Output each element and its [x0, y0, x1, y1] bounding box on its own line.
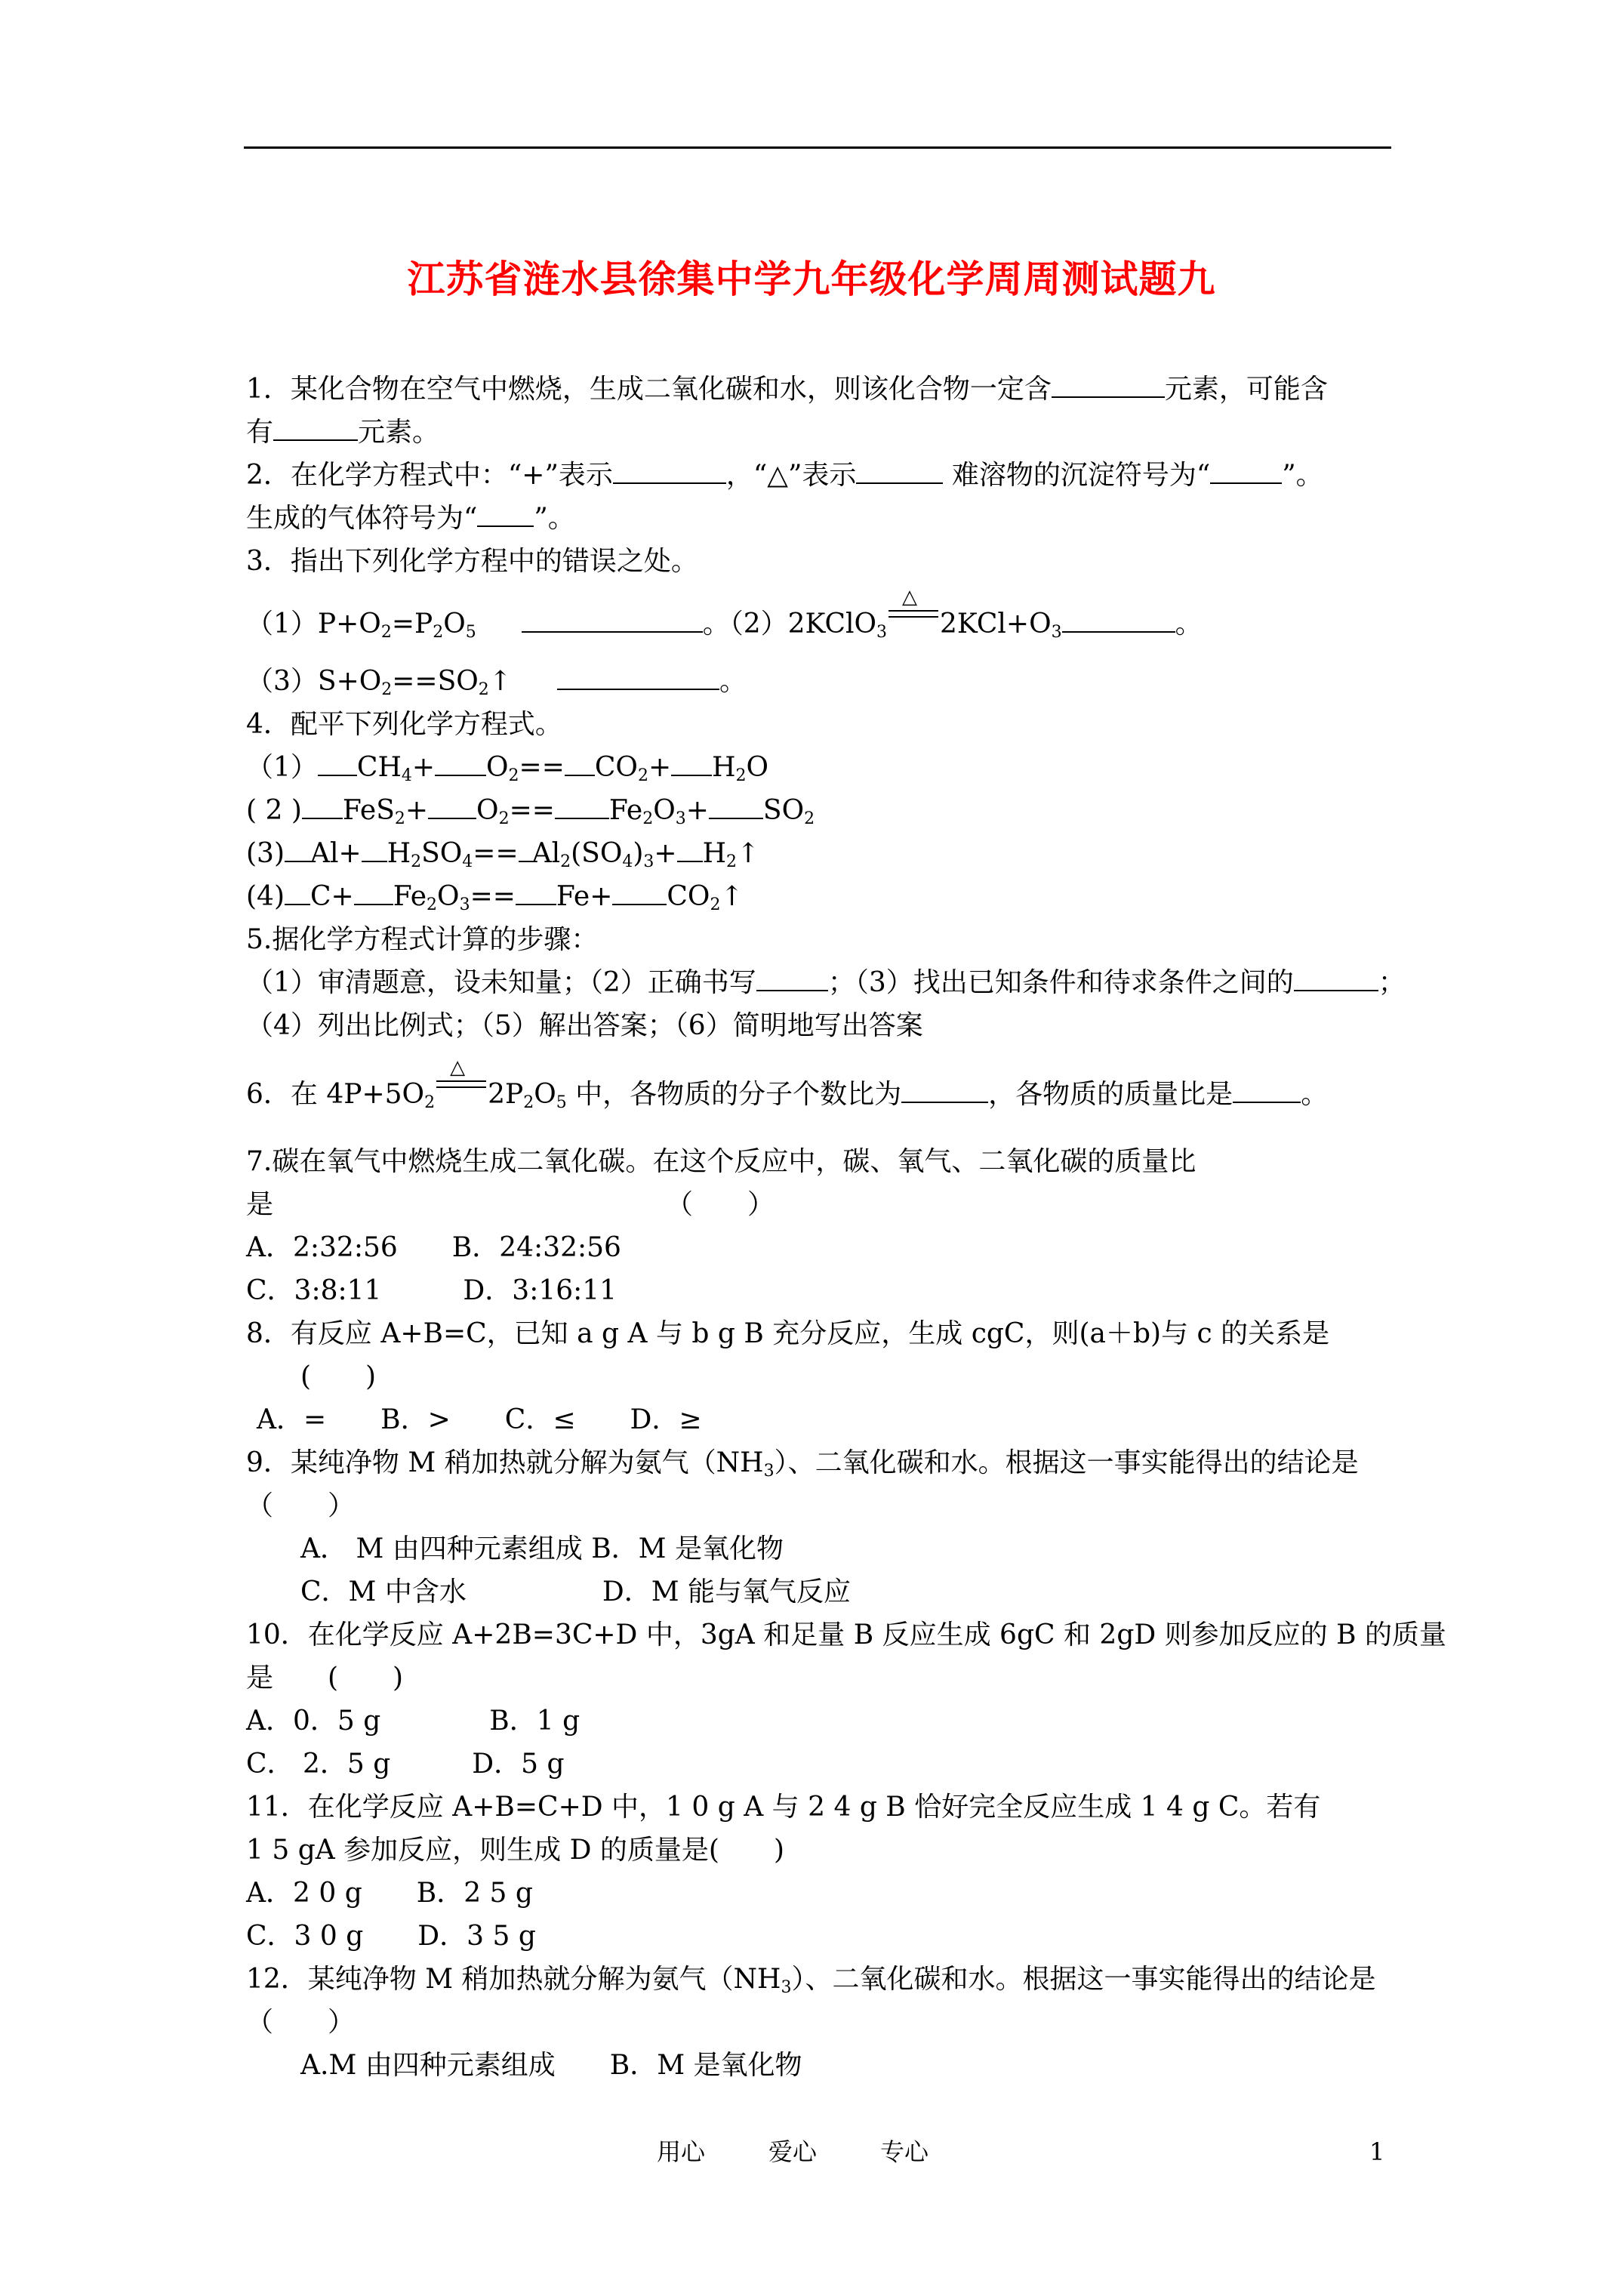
q2-blank4[interactable]	[477, 501, 534, 527]
q4-e2-blank2[interactable]	[428, 794, 476, 819]
page-title: 江苏省涟水县徐集中学九年级化学周周测试题九	[407, 257, 1216, 301]
q12-line1	[246, 1962, 1375, 1998]
q2-line2	[246, 501, 575, 537]
q4-e1-o: O	[486, 752, 509, 783]
sub: 2	[411, 852, 422, 871]
q4-e3-al: Al+	[310, 838, 362, 869]
q3-i1-o: O	[443, 609, 466, 639]
q4-e2-blank4[interactable]	[709, 794, 763, 819]
q4-eq1	[246, 750, 768, 786]
q4-e4-co: CO	[667, 881, 710, 912]
q1-text-a: 1．某化合物在空气中燃烧，生成二氧化碳和水，则该化合物一定含	[246, 374, 1052, 405]
q4-e1-h: H	[712, 752, 736, 783]
q3-blank2[interactable]	[1062, 607, 1175, 633]
q4-e3-h: H	[387, 838, 411, 869]
sub: 2	[642, 809, 654, 828]
q8-line1: 8．有反应 A+B=C，已知 a g A 与 b g B 充分反应，生成 cgC，则(a＋b)与 c 的关系是	[246, 1318, 1330, 1349]
q4-e2-eq: ==	[509, 795, 555, 826]
sub: 2	[427, 895, 438, 914]
q1-blank1[interactable]	[1052, 372, 1165, 398]
q5-blank1[interactable]	[756, 966, 828, 991]
q4-e2-blank1[interactable]	[302, 794, 343, 819]
q2-text-c: 难溶物的沉淀符号为“	[943, 460, 1211, 491]
q5-stem: 5.据化学方程式计算的步骤：	[246, 924, 599, 955]
sub: 3	[459, 895, 470, 914]
q11-line1: 11．在化学反应 A+B=C+D 中，1 0 g A 与 2 4 g B 恰好完全反应生成 1 4 g C。若有	[246, 1792, 1321, 1823]
q6-text-b: 2P	[488, 1079, 524, 1110]
q4-e1-blank1[interactable]	[318, 750, 357, 776]
q6-text-f: 。	[1301, 1079, 1329, 1110]
q2-text-b: ，“△”表示	[725, 460, 857, 491]
q3-item3	[246, 664, 747, 700]
q4-stem: 4．配平下列化学方程式。	[246, 709, 562, 740]
q6-text-d: 中，各物质的分子个数比为	[566, 1079, 902, 1110]
q4-e1-blank4[interactable]	[671, 750, 712, 776]
sub: 2	[725, 852, 737, 871]
q4-e2-so: SO	[762, 795, 805, 826]
q4-e3-label: (3)	[246, 838, 285, 869]
q9-text-b: ）、二氧化碳和水。根据这一事实能得出的结论是	[774, 1447, 1359, 1478]
q7-answer-paren[interactable]: （ ）	[666, 1189, 775, 1220]
q3-i3-tail: 。	[719, 666, 747, 697]
q4-e3-so: SO	[421, 838, 463, 869]
sub: 4	[622, 852, 633, 871]
sub: 5	[556, 1093, 567, 1112]
q3-i1-tail: 。	[1175, 609, 1203, 639]
sub: 3	[763, 1462, 775, 1481]
q6-text-c: O	[534, 1079, 556, 1110]
q3-i1-pre: （1）P+O	[246, 609, 381, 639]
q5-text-b: ；（3）找出已知条件和待求条件之间的	[827, 967, 1294, 998]
sub: 2	[498, 809, 510, 828]
q2-blank3[interactable]	[1210, 458, 1282, 484]
sub: 2	[380, 623, 392, 642]
q4-e2-label: ( 2 )	[246, 795, 302, 826]
q5-line2: （4）列出比例式；（5）解出答案；（6）简明地写出答案	[246, 1010, 923, 1041]
q2-blank1[interactable]	[613, 458, 726, 484]
sub: 2	[508, 766, 519, 785]
q7-text-shi: 是	[246, 1189, 274, 1220]
q7-options-ab: A．2:32:56 B．24:32:56	[246, 1232, 621, 1263]
q2-blank2[interactable]	[856, 458, 943, 484]
q9-line1	[246, 1445, 1359, 1481]
q4-e2-fe: Fe	[608, 795, 643, 826]
sub: 4	[462, 852, 473, 871]
q4-e4-blank3[interactable]	[516, 880, 556, 905]
sub: 2	[424, 1093, 436, 1112]
q5-line1	[246, 965, 1406, 1001]
q10-options-cd: C． 2．5 g D．5 g	[246, 1749, 565, 1780]
q4-eq3	[246, 836, 759, 872]
q3-blank1[interactable]	[522, 607, 703, 633]
q4-e3-so2: (SO	[571, 838, 623, 869]
sub: 3	[643, 852, 654, 871]
heat-equals-sign: △	[435, 1076, 488, 1103]
q4-e2-o: O	[476, 795, 499, 826]
q2-line1	[246, 458, 1323, 494]
q12-text-a: 12．某纯净物 M 稍加热就分解为氨气（NH	[246, 1964, 781, 1995]
q4-e3-eq: ==	[473, 838, 519, 869]
q6-text-e: ，各物质的质量比是	[988, 1079, 1233, 1110]
q5-blank2[interactable]	[1294, 966, 1378, 991]
q6-blank2[interactable]	[1233, 1077, 1301, 1103]
q1-line1	[246, 371, 1328, 408]
q3-i1-rhs: 2KCl+O	[940, 609, 1052, 639]
sub: 2	[394, 809, 405, 828]
q12-text-b: ）、二氧化碳和水。根据这一事实能得出的结论是	[791, 1964, 1376, 1995]
q2-text-e: 生成的气体符号为“	[246, 503, 478, 534]
q3-i3-mid: ==SO	[392, 666, 479, 697]
footer-motto-3: 专心	[880, 2137, 929, 2166]
q7-options-cd: C．3:8:11 D．3:16:11	[246, 1275, 617, 1306]
q7-line1: 7.碳在氧气中燃烧生成二氧化碳。在这个反应中，碳、氧气、二氧化碳的质量比	[246, 1146, 1196, 1177]
q4-e3-h2: H	[702, 838, 726, 869]
q4-e1-ho: O	[746, 752, 769, 783]
q1-text-b: 元素，可能含	[1164, 374, 1328, 405]
sub: 2	[710, 895, 721, 914]
sub: 2	[523, 1093, 534, 1112]
sub: 2	[735, 766, 747, 785]
q9-answer-paren[interactable]: （ ）	[246, 1490, 356, 1521]
q4-e2-plus2: +	[685, 795, 709, 826]
header-rule	[244, 146, 1391, 149]
sub: 2	[637, 766, 648, 785]
q4-e4-blank1[interactable]	[285, 880, 310, 905]
q3-i3-pre: （3）S+O	[246, 666, 382, 697]
q7-line2	[246, 1187, 775, 1223]
q3-stem: 3．指出下列化学方程中的错误之处。	[246, 546, 698, 577]
up-arrow-icon: ↑	[488, 666, 512, 697]
q12-options-ab: A.M 由四种元素组成 B．M 是氧化物	[300, 2050, 802, 2081]
sub: 2	[478, 680, 489, 699]
sub: 3	[1051, 623, 1062, 642]
q4-e2-blank3[interactable]	[555, 794, 609, 819]
q11-options-cd: C．3 0 g D．3 5 g	[246, 1921, 536, 1952]
q3-i1-mid: =P	[391, 609, 433, 639]
q4-e1-plus2: +	[648, 752, 672, 783]
q4-e2-fo: O	[653, 795, 676, 826]
sub: 5	[465, 623, 476, 642]
q4-e1-eq: ==	[519, 752, 565, 783]
q4-e1-plus: +	[411, 752, 436, 783]
q4-e3-blank1[interactable]	[285, 837, 310, 862]
footer-motto-2: 爱心	[768, 2137, 818, 2166]
q4-e3-plus: +	[654, 838, 677, 869]
q2-text-f: ”。	[534, 503, 575, 534]
q4-e3-blank4[interactable]	[677, 837, 703, 862]
q4-e3-blank2[interactable]	[362, 837, 387, 862]
q6-line	[246, 1056, 1329, 1113]
q12-answer-paren[interactable]: （ ）	[246, 2007, 356, 2038]
q4-e1-blank3[interactable]	[565, 750, 595, 776]
sub: 2	[560, 852, 571, 871]
q4-e3-close: )	[633, 838, 644, 869]
page-number: 1	[1369, 2137, 1385, 2166]
q4-e3-blank3[interactable]	[519, 837, 532, 862]
q11-line2: 1 5 gA 参加反应，则生成 D 的质量是( )	[246, 1835, 785, 1866]
q4-e4-fe2: Fe+	[556, 881, 613, 912]
q8-options: A．= B．> C．≤ D．≥	[257, 1404, 702, 1435]
q2-text-a: 2．在化学方程式中：“+”表示	[246, 460, 613, 491]
q3-blank3[interactable]	[557, 664, 719, 690]
sub: 3	[876, 623, 888, 642]
q9-options-cd: C．M 中含水 D．M 能与氧气反应	[300, 1576, 852, 1607]
sub: 2	[433, 623, 444, 642]
q4-e4-eq: ==	[470, 881, 516, 912]
heat-equals-sign: △	[887, 606, 940, 633]
q1-line2	[246, 415, 439, 451]
q4-e4-fo: O	[437, 881, 460, 912]
up-arrow-icon: ↑	[736, 838, 760, 869]
q4-e2-plus: +	[405, 795, 429, 826]
q3-item1	[246, 586, 1203, 643]
q6-blank1[interactable]	[901, 1077, 988, 1103]
q2-text-d: ”。	[1282, 460, 1323, 491]
sub: 3	[781, 1978, 792, 1997]
sub: 3	[675, 809, 686, 828]
up-arrow-icon: ↑	[720, 881, 744, 912]
q4-e1-blank2[interactable]	[435, 750, 486, 776]
q4-eq4	[246, 879, 744, 915]
q4-e3-al2: Al	[531, 838, 561, 869]
q9-options-ab: A． M 由四种元素组成 B．M 是氧化物	[300, 1533, 784, 1564]
q4-e1-label: （1）	[246, 752, 318, 783]
q11-options-ab: A．2 0 g B．2 5 g	[246, 1878, 533, 1909]
q4-eq2	[246, 793, 815, 829]
q4-e4-c: C+	[310, 881, 354, 912]
q9-text-a: 9．某纯净物 M 稍加热就分解为氨气（NH	[246, 1447, 764, 1478]
sub: 2	[804, 809, 815, 828]
sub: 4	[401, 766, 412, 785]
q10-line1: 10．在化学反应 A+2B=3C+D 中，3gA 和足量 B 反应生成 6gC 和 2gD 则参加反应的 B 的质量	[246, 1620, 1447, 1650]
q5-text-a: （1）审清题意，设未知量；（2）正确书写	[246, 967, 756, 998]
q10-options-ab: A．0．5 g B．1 g	[246, 1706, 581, 1737]
q4-e4-label: (4)	[246, 881, 285, 912]
q3-i1-end: 。（2）2KClO	[702, 609, 877, 639]
q1-text-d: 元素。	[358, 417, 440, 448]
q4-e2-fes: FeS	[342, 795, 395, 826]
q5-text-c: ；	[1378, 967, 1406, 998]
q1-blank2[interactable]	[273, 415, 358, 441]
q1-text-c: 有	[246, 417, 274, 448]
q4-e1-ch: CH	[356, 752, 402, 783]
footer-motto-1: 用心	[657, 2137, 706, 2166]
sub: 2	[381, 680, 393, 699]
q10-line2: 是 ( )	[246, 1663, 404, 1693]
q4-e4-blank4[interactable]	[612, 880, 667, 905]
q6-text-a: 6．在 4P+5O	[246, 1079, 425, 1110]
q4-e4-fe: Fe	[393, 881, 427, 912]
q8-answer-paren[interactable]: ( )	[300, 1361, 377, 1392]
q4-e1-co: CO	[594, 752, 638, 783]
q4-e4-blank2[interactable]	[354, 880, 393, 905]
